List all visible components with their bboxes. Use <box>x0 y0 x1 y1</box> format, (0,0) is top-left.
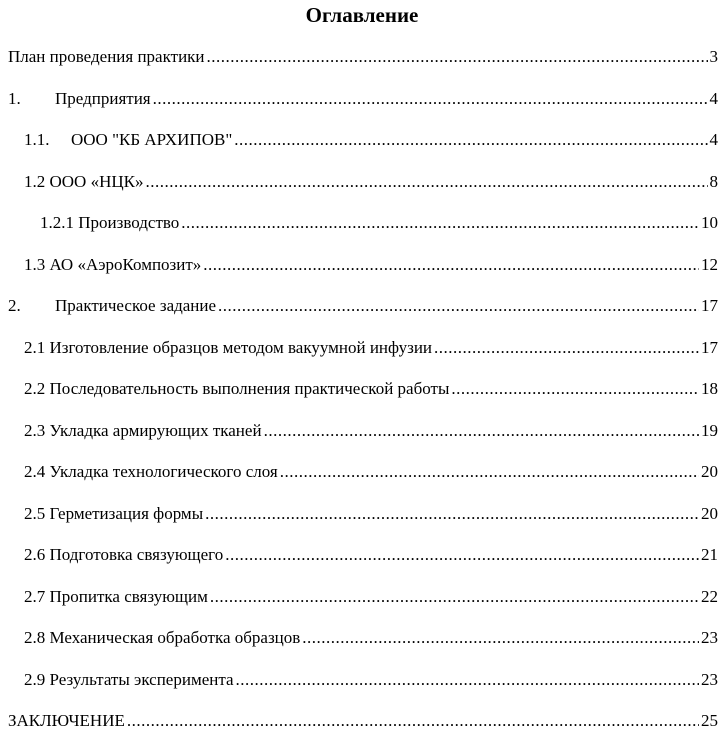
toc-entry-page-number: 20 <box>701 503 718 523</box>
toc-entry[interactable] <box>0 296 724 338</box>
toc-entry-page-number: 20 <box>701 462 718 481</box>
toc-entry-page-number: 17 <box>701 296 718 315</box>
toc-entry[interactable] <box>0 338 724 380</box>
toc-entry-number: 1.1. <box>24 130 50 149</box>
toc-list <box>0 47 724 753</box>
toc-entry-page-number: 19 <box>701 420 718 440</box>
toc-entry-page-number: 23 <box>701 628 718 647</box>
toc-entry[interactable] <box>0 130 724 172</box>
toc-entry-page-number: 12 <box>701 254 718 274</box>
toc-entry-label: 1.3 АО «АэроКомпозит» <box>24 254 202 274</box>
toc-dot-leader <box>234 130 707 150</box>
toc-entry[interactable] <box>0 545 724 587</box>
toc-dot-leader <box>145 172 707 192</box>
toc-entry-label: План проведения практики <box>8 47 205 66</box>
toc-entry-label: 2.5 Герметизация формы <box>24 503 204 523</box>
toc-entry-number: 2. <box>8 296 21 315</box>
toc-dot-leader <box>264 421 699 441</box>
toc-entry-number: 1. <box>8 88 21 108</box>
toc-dot-leader <box>225 545 699 565</box>
toc-entry-page-number: 21 <box>701 545 718 564</box>
toc-entry-label: 2.4 Укладка технологического слоя <box>24 462 278 481</box>
toc-entry-label: ЗАКЛЮЧЕНИЕ <box>8 711 125 730</box>
toc-dot-leader <box>203 255 699 275</box>
toc-entry-label: ООО "КБ АРХИПОВ" <box>71 130 233 149</box>
toc-entry[interactable] <box>0 711 724 753</box>
toc-entry-label: 2.7 Пропитка связующим <box>24 586 208 606</box>
toc-entry-label: 2.6 Подготовка связующего <box>24 545 224 564</box>
toc-dot-leader <box>207 47 708 67</box>
toc-entry-label: 2.9 Результаты эксперимента <box>24 669 234 689</box>
toc-entry-page-number: 4 <box>709 88 718 108</box>
toc-entry[interactable] <box>0 670 724 712</box>
toc-entry-page-number: 3 <box>709 47 718 66</box>
toc-entry[interactable] <box>0 213 724 255</box>
toc-dot-leader <box>210 587 699 607</box>
toc-entry-label: 2.2 Последовательность выполнения практической работы <box>24 379 450 398</box>
toc-entry[interactable] <box>0 379 724 421</box>
toc-title: Оглавление <box>305 3 419 27</box>
toc-dot-leader <box>218 296 699 316</box>
toc-dot-leader <box>205 504 699 524</box>
toc-entry-page-number: 22 <box>701 586 718 606</box>
toc-entry[interactable] <box>0 462 724 504</box>
toc-entry-page-number: 25 <box>701 711 718 730</box>
toc-entry-page-number: 18 <box>701 379 718 398</box>
toc-dot-leader <box>434 338 699 358</box>
toc-dot-leader <box>153 89 708 109</box>
toc-entry[interactable] <box>0 172 724 214</box>
toc-entry[interactable] <box>0 255 724 297</box>
toc-dot-leader <box>181 213 699 233</box>
toc-entry[interactable] <box>0 587 724 629</box>
toc-entry-page-number: 8 <box>709 171 718 191</box>
toc-entry[interactable] <box>0 628 724 670</box>
toc-entry[interactable] <box>0 89 724 131</box>
toc-dot-leader <box>127 711 699 731</box>
toc-entry-label: 2.1 Изготовление образцов методом вакуумной инфузии <box>24 337 433 357</box>
toc-entry-label: 1.2 ООО «НЦК» <box>24 171 144 191</box>
toc-entry[interactable] <box>0 47 724 89</box>
toc-entry[interactable] <box>0 504 724 546</box>
toc-entry-page-number: 23 <box>701 669 718 689</box>
toc-entry-label: 1.2.1 Производство <box>40 213 180 232</box>
toc-entry-label: 2.3 Укладка армирующих тканей <box>24 420 262 440</box>
toc-entry-page-number: 10 <box>701 213 718 232</box>
toc-entry-label: Практическое задание <box>55 296 217 315</box>
toc-entry-label: 2.8 Механическая обработка образцов <box>24 628 301 647</box>
toc-dot-leader <box>451 379 699 399</box>
toc-entry-page-number: 17 <box>701 337 718 357</box>
toc-dot-leader <box>280 462 699 482</box>
toc-entry-label: Предприятия <box>55 88 151 108</box>
toc-entry[interactable] <box>0 421 724 463</box>
toc-dot-leader <box>302 628 699 648</box>
toc-dot-leader <box>236 670 699 690</box>
toc-entry-page-number: 4 <box>709 130 718 149</box>
